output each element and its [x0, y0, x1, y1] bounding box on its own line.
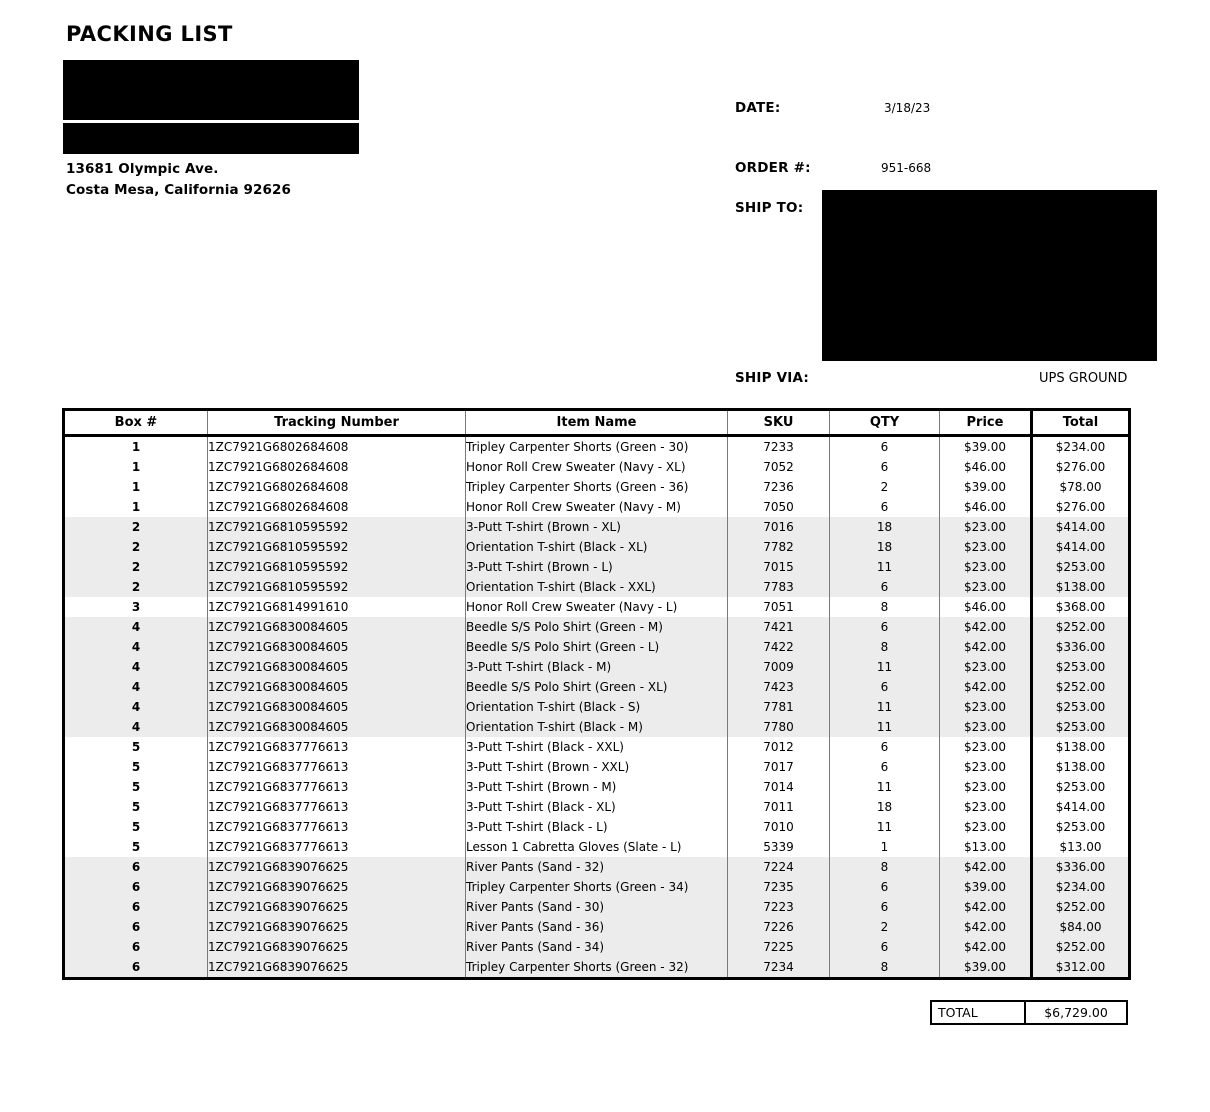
cell-tracking-number: 1ZC7921G6839076625 [208, 917, 466, 937]
cell-sku: 7236 [728, 477, 830, 497]
cell-tracking-number: 1ZC7921G6837776613 [208, 757, 466, 777]
table-row [64, 557, 1130, 577]
column-header-box: Box # [64, 410, 208, 436]
cell-qty: 1 [830, 837, 940, 857]
cell-box-number: 5 [64, 797, 208, 817]
date-label: DATE: [735, 100, 781, 116]
cell-qty: 11 [830, 557, 940, 577]
cell-qty: 18 [830, 537, 940, 557]
cell-box-number: 5 [64, 777, 208, 797]
cell-item-name: Tripley Carpenter Shorts (Green - 36) [466, 477, 728, 497]
order-number-label: ORDER #: [735, 160, 811, 176]
cell-box-number: 4 [64, 677, 208, 697]
ship-via-value: UPS GROUND [1039, 371, 1128, 386]
from-address-street: 13681 Olympic Ave. [66, 161, 219, 177]
cell-sku: 7781 [728, 697, 830, 717]
column-header-item: Item Name [466, 410, 728, 436]
cell-qty: 6 [830, 436, 940, 458]
cell-box-number: 4 [64, 617, 208, 637]
table-row [64, 957, 1130, 979]
table-row [64, 637, 1130, 657]
cell-tracking-number: 1ZC7921G6837776613 [208, 777, 466, 797]
column-header-tracking: Tracking Number [208, 410, 466, 436]
cell-tracking-number: 1ZC7921G6830084605 [208, 677, 466, 697]
cell-box-number: 6 [64, 897, 208, 917]
cell-qty: 11 [830, 777, 940, 797]
cell-price: $23.00 [940, 517, 1032, 537]
cell-tracking-number: 1ZC7921G6802684608 [208, 436, 466, 458]
cell-tracking-number: 1ZC7921G6837776613 [208, 837, 466, 857]
cell-item-name: Orientation T-shirt (Black - M) [466, 717, 728, 737]
cell-total: $414.00 [1032, 517, 1130, 537]
cell-price: $23.00 [940, 557, 1032, 577]
cell-sku: 7234 [728, 957, 830, 979]
cell-box-number: 4 [64, 657, 208, 677]
cell-tracking-number: 1ZC7921G6802684608 [208, 497, 466, 517]
cell-tracking-number: 1ZC7921G6810595592 [208, 517, 466, 537]
cell-qty: 8 [830, 857, 940, 877]
cell-qty: 6 [830, 737, 940, 757]
cell-item-name: Honor Roll Crew Sweater (Navy - XL) [466, 457, 728, 477]
column-header-qty: QTY [830, 410, 940, 436]
cell-item-name: River Pants (Sand - 32) [466, 857, 728, 877]
cell-box-number: 6 [64, 857, 208, 877]
cell-box-number: 6 [64, 877, 208, 897]
cell-price: $23.00 [940, 577, 1032, 597]
table-row [64, 937, 1130, 957]
cell-item-name: 3-Putt T-shirt (Black - L) [466, 817, 728, 837]
cell-box-number: 4 [64, 637, 208, 657]
table-row [64, 777, 1130, 797]
cell-sku: 7017 [728, 757, 830, 777]
cell-qty: 6 [830, 617, 940, 637]
table-row [64, 817, 1130, 837]
cell-item-name: Lesson 1 Cabretta Gloves (Slate - L) [466, 837, 728, 857]
cell-tracking-number: 1ZC7921G6830084605 [208, 697, 466, 717]
cell-total: $368.00 [1032, 597, 1130, 617]
column-header-total: Total [1032, 410, 1130, 436]
cell-item-name: 3-Putt T-shirt (Brown - XXL) [466, 757, 728, 777]
cell-sku: 7223 [728, 897, 830, 917]
cell-box-number: 1 [64, 497, 208, 517]
grand-total-label: TOTAL [932, 1002, 1026, 1023]
cell-price: $23.00 [940, 737, 1032, 757]
cell-item-name: River Pants (Sand - 34) [466, 937, 728, 957]
packing-items-body [64, 436, 1130, 979]
grand-total-box [930, 1000, 1128, 1025]
cell-item-name: Honor Roll Crew Sweater (Navy - M) [466, 497, 728, 517]
cell-total: $253.00 [1032, 657, 1130, 677]
cell-tracking-number: 1ZC7921G6830084605 [208, 617, 466, 637]
cell-price: $39.00 [940, 957, 1032, 979]
cell-total: $336.00 [1032, 637, 1130, 657]
cell-item-name: 3-Putt T-shirt (Black - XXL) [466, 737, 728, 757]
cell-item-name: Tripley Carpenter Shorts (Green - 34) [466, 877, 728, 897]
cell-sku: 5339 [728, 837, 830, 857]
cell-item-name: Orientation T-shirt (Black - XL) [466, 537, 728, 557]
cell-box-number: 6 [64, 957, 208, 979]
table-row [64, 717, 1130, 737]
from-address-city-state-zip: Costa Mesa, California 92626 [66, 182, 291, 198]
cell-total: $414.00 [1032, 537, 1130, 557]
cell-sku: 7782 [728, 537, 830, 557]
cell-price: $42.00 [940, 897, 1032, 917]
cell-total: $253.00 [1032, 817, 1130, 837]
cell-tracking-number: 1ZC7921G6802684608 [208, 457, 466, 477]
cell-box-number: 2 [64, 557, 208, 577]
table-row [64, 677, 1130, 697]
cell-total: $234.00 [1032, 877, 1130, 897]
cell-qty: 11 [830, 817, 940, 837]
table-header-row [64, 410, 1130, 436]
cell-price: $42.00 [940, 937, 1032, 957]
cell-sku: 7421 [728, 617, 830, 637]
cell-tracking-number: 1ZC7921G6802684608 [208, 477, 466, 497]
cell-total: $252.00 [1032, 937, 1130, 957]
cell-total: $234.00 [1032, 436, 1130, 458]
cell-sku: 7235 [728, 877, 830, 897]
cell-tracking-number: 1ZC7921G6810595592 [208, 577, 466, 597]
cell-sku: 7423 [728, 677, 830, 697]
cell-box-number: 1 [64, 436, 208, 458]
table-row [64, 697, 1130, 717]
redacted-logo-block [63, 60, 359, 120]
cell-qty: 11 [830, 657, 940, 677]
cell-qty: 6 [830, 677, 940, 697]
cell-qty: 2 [830, 477, 940, 497]
cell-tracking-number: 1ZC7921G6830084605 [208, 657, 466, 677]
cell-price: $42.00 [940, 917, 1032, 937]
cell-price: $42.00 [940, 677, 1032, 697]
cell-item-name: Beedle S/S Polo Shirt (Green - XL) [466, 677, 728, 697]
table-row [64, 497, 1130, 517]
table-row [64, 436, 1130, 458]
cell-total: $78.00 [1032, 477, 1130, 497]
cell-tracking-number: 1ZC7921G6830084605 [208, 637, 466, 657]
cell-total: $84.00 [1032, 917, 1130, 937]
cell-sku: 7014 [728, 777, 830, 797]
cell-item-name: 3-Putt T-shirt (Brown - XL) [466, 517, 728, 537]
cell-price: $39.00 [940, 436, 1032, 458]
cell-price: $23.00 [940, 797, 1032, 817]
cell-price: $46.00 [940, 597, 1032, 617]
cell-item-name: 3-Putt T-shirt (Black - M) [466, 657, 728, 677]
table-row [64, 577, 1130, 597]
cell-sku: 7010 [728, 817, 830, 837]
page-title: PACKING LIST [66, 22, 233, 46]
cell-sku: 7009 [728, 657, 830, 677]
cell-sku: 7226 [728, 917, 830, 937]
cell-tracking-number: 1ZC7921G6814991610 [208, 597, 466, 617]
cell-total: $253.00 [1032, 557, 1130, 577]
cell-price: $23.00 [940, 757, 1032, 777]
cell-qty: 2 [830, 917, 940, 937]
cell-item-name: River Pants (Sand - 36) [466, 917, 728, 937]
cell-price: $23.00 [940, 697, 1032, 717]
cell-box-number: 1 [64, 457, 208, 477]
cell-sku: 7224 [728, 857, 830, 877]
table-row [64, 597, 1130, 617]
cell-price: $13.00 [940, 837, 1032, 857]
cell-sku: 7233 [728, 436, 830, 458]
cell-qty: 6 [830, 457, 940, 477]
cell-tracking-number: 1ZC7921G6839076625 [208, 957, 466, 979]
cell-total: $312.00 [1032, 957, 1130, 979]
cell-total: $138.00 [1032, 577, 1130, 597]
cell-total: $253.00 [1032, 697, 1130, 717]
cell-box-number: 5 [64, 837, 208, 857]
cell-price: $23.00 [940, 657, 1032, 677]
cell-total: $138.00 [1032, 757, 1130, 777]
cell-total: $253.00 [1032, 777, 1130, 797]
cell-tracking-number: 1ZC7921G6830084605 [208, 717, 466, 737]
cell-total: $253.00 [1032, 717, 1130, 737]
table-row [64, 477, 1130, 497]
table-row [64, 917, 1130, 937]
cell-sku: 7011 [728, 797, 830, 817]
cell-price: $46.00 [940, 497, 1032, 517]
cell-item-name: River Pants (Sand - 30) [466, 897, 728, 917]
cell-item-name: Orientation T-shirt (Black - XXL) [466, 577, 728, 597]
cell-tracking-number: 1ZC7921G6837776613 [208, 737, 466, 757]
cell-total: $336.00 [1032, 857, 1130, 877]
cell-sku: 7422 [728, 637, 830, 657]
cell-price: $42.00 [940, 617, 1032, 637]
cell-qty: 8 [830, 957, 940, 979]
cell-total: $276.00 [1032, 457, 1130, 477]
cell-qty: 8 [830, 597, 940, 617]
cell-total: $138.00 [1032, 737, 1130, 757]
table-row [64, 837, 1130, 857]
cell-tracking-number: 1ZC7921G6837776613 [208, 797, 466, 817]
redacted-company-name-block [63, 123, 359, 154]
cell-price: $42.00 [940, 637, 1032, 657]
cell-tracking-number: 1ZC7921G6810595592 [208, 557, 466, 577]
table-row [64, 517, 1130, 537]
cell-qty: 11 [830, 717, 940, 737]
cell-box-number: 2 [64, 517, 208, 537]
table-row [64, 857, 1130, 877]
cell-sku: 7052 [728, 457, 830, 477]
cell-total: $252.00 [1032, 897, 1130, 917]
ship-via-label: SHIP VIA: [735, 370, 810, 386]
cell-item-name: Honor Roll Crew Sweater (Navy - L) [466, 597, 728, 617]
cell-item-name: 3-Putt T-shirt (Brown - L) [466, 557, 728, 577]
cell-tracking-number: 1ZC7921G6839076625 [208, 897, 466, 917]
column-header-price: Price [940, 410, 1032, 436]
redacted-ship-to-address-block [822, 190, 1157, 361]
cell-sku: 7012 [728, 737, 830, 757]
cell-total: $13.00 [1032, 837, 1130, 857]
table-row [64, 537, 1130, 557]
table-row [64, 617, 1130, 637]
cell-sku: 7225 [728, 937, 830, 957]
cell-item-name: Tripley Carpenter Shorts (Green - 32) [466, 957, 728, 979]
cell-sku: 7015 [728, 557, 830, 577]
cell-qty: 6 [830, 497, 940, 517]
cell-item-name: 3-Putt T-shirt (Black - XL) [466, 797, 728, 817]
packing-items-table [62, 408, 1131, 980]
cell-box-number: 5 [64, 737, 208, 757]
cell-price: $39.00 [940, 877, 1032, 897]
grand-total-value: $6,729.00 [1044, 1005, 1108, 1020]
cell-box-number: 1 [64, 477, 208, 497]
cell-box-number: 6 [64, 937, 208, 957]
column-header-sku: SKU [728, 410, 830, 436]
cell-total: $414.00 [1032, 797, 1130, 817]
cell-tracking-number: 1ZC7921G6837776613 [208, 817, 466, 837]
cell-qty: 6 [830, 937, 940, 957]
cell-sku: 7783 [728, 577, 830, 597]
cell-box-number: 3 [64, 597, 208, 617]
order-number-value: 951-668 [881, 161, 932, 175]
date-value: 3/18/23 [884, 101, 931, 115]
cell-qty: 6 [830, 757, 940, 777]
table-row [64, 757, 1130, 777]
cell-qty: 18 [830, 797, 940, 817]
cell-qty: 11 [830, 697, 940, 717]
cell-sku: 7050 [728, 497, 830, 517]
cell-price: $23.00 [940, 717, 1032, 737]
cell-tracking-number: 1ZC7921G6839076625 [208, 937, 466, 957]
cell-total: $252.00 [1032, 617, 1130, 637]
ship-to-label: SHIP TO: [735, 200, 804, 216]
cell-sku: 7016 [728, 517, 830, 537]
cell-qty: 18 [830, 517, 940, 537]
cell-qty: 6 [830, 877, 940, 897]
cell-item-name: Beedle S/S Polo Shirt (Green - L) [466, 637, 728, 657]
cell-box-number: 5 [64, 817, 208, 837]
cell-box-number: 5 [64, 757, 208, 777]
cell-price: $23.00 [940, 817, 1032, 837]
cell-price: $46.00 [940, 457, 1032, 477]
cell-item-name: Beedle S/S Polo Shirt (Green - M) [466, 617, 728, 637]
table-row [64, 457, 1130, 477]
cell-item-name: Tripley Carpenter Shorts (Green - 30) [466, 436, 728, 458]
cell-tracking-number: 1ZC7921G6839076625 [208, 857, 466, 877]
cell-box-number: 4 [64, 697, 208, 717]
cell-item-name: Orientation T-shirt (Black - S) [466, 697, 728, 717]
cell-tracking-number: 1ZC7921G6839076625 [208, 877, 466, 897]
cell-sku: 7051 [728, 597, 830, 617]
cell-item-name: 3-Putt T-shirt (Brown - M) [466, 777, 728, 797]
cell-price: $23.00 [940, 537, 1032, 557]
cell-qty: 8 [830, 637, 940, 657]
cell-box-number: 2 [64, 537, 208, 557]
table-row [64, 657, 1130, 677]
cell-qty: 6 [830, 897, 940, 917]
cell-box-number: 4 [64, 717, 208, 737]
cell-box-number: 6 [64, 917, 208, 937]
cell-price: $23.00 [940, 777, 1032, 797]
table-row [64, 737, 1130, 757]
table-row [64, 797, 1130, 817]
cell-qty: 6 [830, 577, 940, 597]
cell-sku: 7780 [728, 717, 830, 737]
cell-tracking-number: 1ZC7921G6810595592 [208, 537, 466, 557]
cell-total: $252.00 [1032, 677, 1130, 697]
cell-total: $276.00 [1032, 497, 1130, 517]
table-row [64, 877, 1130, 897]
cell-price: $39.00 [940, 477, 1032, 497]
table-row [64, 897, 1130, 917]
cell-price: $42.00 [940, 857, 1032, 877]
cell-box-number: 2 [64, 577, 208, 597]
